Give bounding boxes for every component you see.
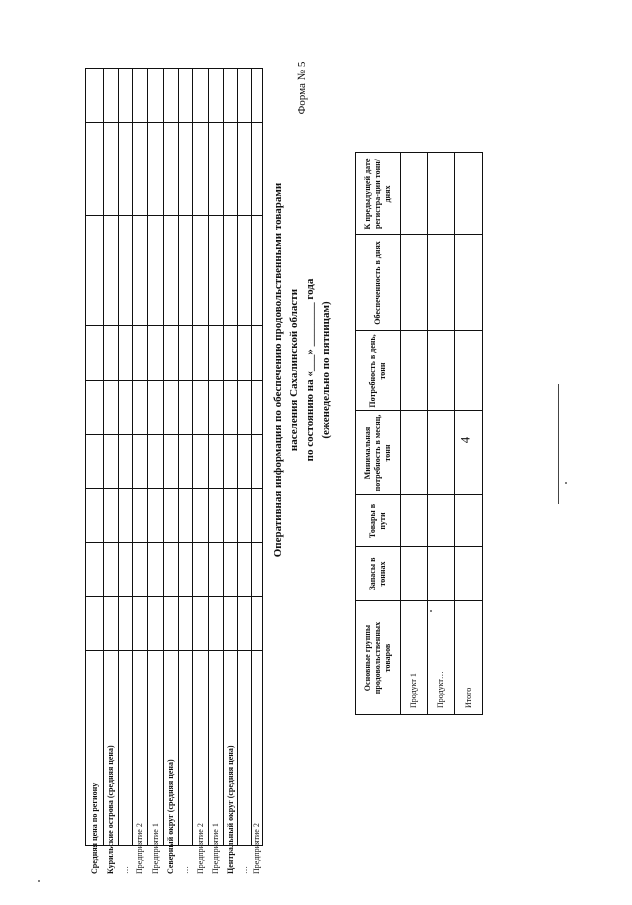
table-cell (401, 152, 427, 235)
title-line-2: населения Сахалинской области (288, 288, 300, 452)
supply-table (355, 152, 483, 715)
header-text: Потребность в день, тонн (368, 333, 387, 408)
form-number: Форма № 5 (296, 61, 308, 115)
table-cell (401, 495, 427, 547)
row-label: … (120, 866, 130, 874)
table-header-cell (356, 411, 400, 495)
header-text: Минимальная потребность в месяц, тонн (363, 414, 392, 491)
table-row (104, 68, 119, 874)
table-cell (455, 601, 482, 715)
table-row (85, 68, 104, 874)
table-cell (428, 331, 454, 411)
table-cell (455, 235, 482, 331)
row-label: Северный округ (средняя цена) (166, 759, 175, 874)
table-cell (428, 547, 454, 601)
table-header-cell (356, 152, 400, 235)
title-line-1: Оперативная информация по обеспечению продовольственными товарами (272, 182, 284, 558)
row-label: Предприятие 1 (211, 823, 220, 874)
row-label: Предприятие 2 (252, 823, 261, 874)
table-gridline (85, 542, 263, 543)
table-row (238, 68, 252, 874)
table-header-cell (356, 495, 400, 547)
table-gridline (85, 434, 263, 435)
row-label: … (180, 866, 190, 874)
table-row (133, 68, 148, 874)
cell-text: Продукт… (436, 670, 445, 708)
table-row (148, 68, 164, 874)
table-cell (455, 547, 482, 601)
header-text: Товары в пути (368, 503, 387, 538)
table-gridline (85, 488, 263, 489)
table-cell (401, 331, 427, 411)
table-gridline (85, 650, 263, 651)
table-border (85, 68, 263, 69)
signature-line (558, 384, 559, 504)
table-header-cell (356, 235, 400, 331)
table-cell (401, 547, 427, 601)
page-number: 4 (457, 436, 473, 444)
table-row (193, 68, 209, 874)
prices-table (85, 68, 263, 874)
report-title (270, 110, 334, 630)
cell-text: Итого (463, 687, 473, 708)
table-row (164, 68, 179, 874)
header-text: Запасы в тоннах (368, 557, 387, 590)
table-cell (428, 152, 454, 235)
title-line-4: (еженедельно по пятницам) (320, 301, 332, 439)
table-row (252, 68, 263, 874)
row-label: Курильские острова (средняя цена) (106, 745, 115, 874)
table-gridline (85, 325, 263, 326)
table-header-row (355, 152, 401, 715)
scan-speck (565, 482, 567, 484)
table-cell (401, 601, 427, 715)
table-header-cell (356, 601, 400, 715)
table-row (428, 152, 455, 715)
table-cell (428, 235, 454, 331)
header-text: Обеспеченность в днях (373, 240, 382, 325)
table-cell (401, 411, 427, 495)
row-label: Предприятие 2 (135, 823, 144, 874)
table-cell (428, 495, 454, 547)
table-cell (455, 411, 482, 495)
table-row (209, 68, 224, 874)
table-cell (428, 411, 454, 495)
table-cell (428, 601, 454, 715)
table-cell (455, 495, 482, 547)
table-gridline (85, 380, 263, 381)
scan-speck (430, 610, 432, 612)
row-label: Средняя цена по региону (89, 782, 99, 874)
table-gridline (85, 215, 263, 216)
cell-text: Продукт 1 (409, 672, 418, 708)
table-cell (455, 331, 482, 411)
table-gridline (85, 122, 263, 123)
table-row (455, 152, 483, 715)
table-row (401, 152, 428, 715)
table-row (224, 68, 238, 874)
table-border (85, 845, 263, 846)
row-label: Центральный округ (средняя цена) (225, 745, 235, 874)
row-label: Предприятие 1 (150, 823, 160, 874)
table-row (179, 68, 193, 874)
scan-speck (38, 880, 40, 882)
table-header-cell (356, 331, 400, 411)
title-line-3: по состоянию на «___» ________ года (304, 278, 316, 462)
table-row (119, 68, 133, 874)
table-cell (455, 152, 482, 235)
table-cell (401, 235, 427, 331)
table-gridline (85, 596, 263, 597)
header-text: К предыдущей дате регистра-ции тонн/днях (363, 158, 392, 229)
table-header-cell (356, 547, 400, 601)
header-text: Основные группы продовольственных товаров (363, 621, 392, 694)
row-label: Предприятие 2 (195, 823, 205, 874)
row-label: … (239, 866, 249, 874)
